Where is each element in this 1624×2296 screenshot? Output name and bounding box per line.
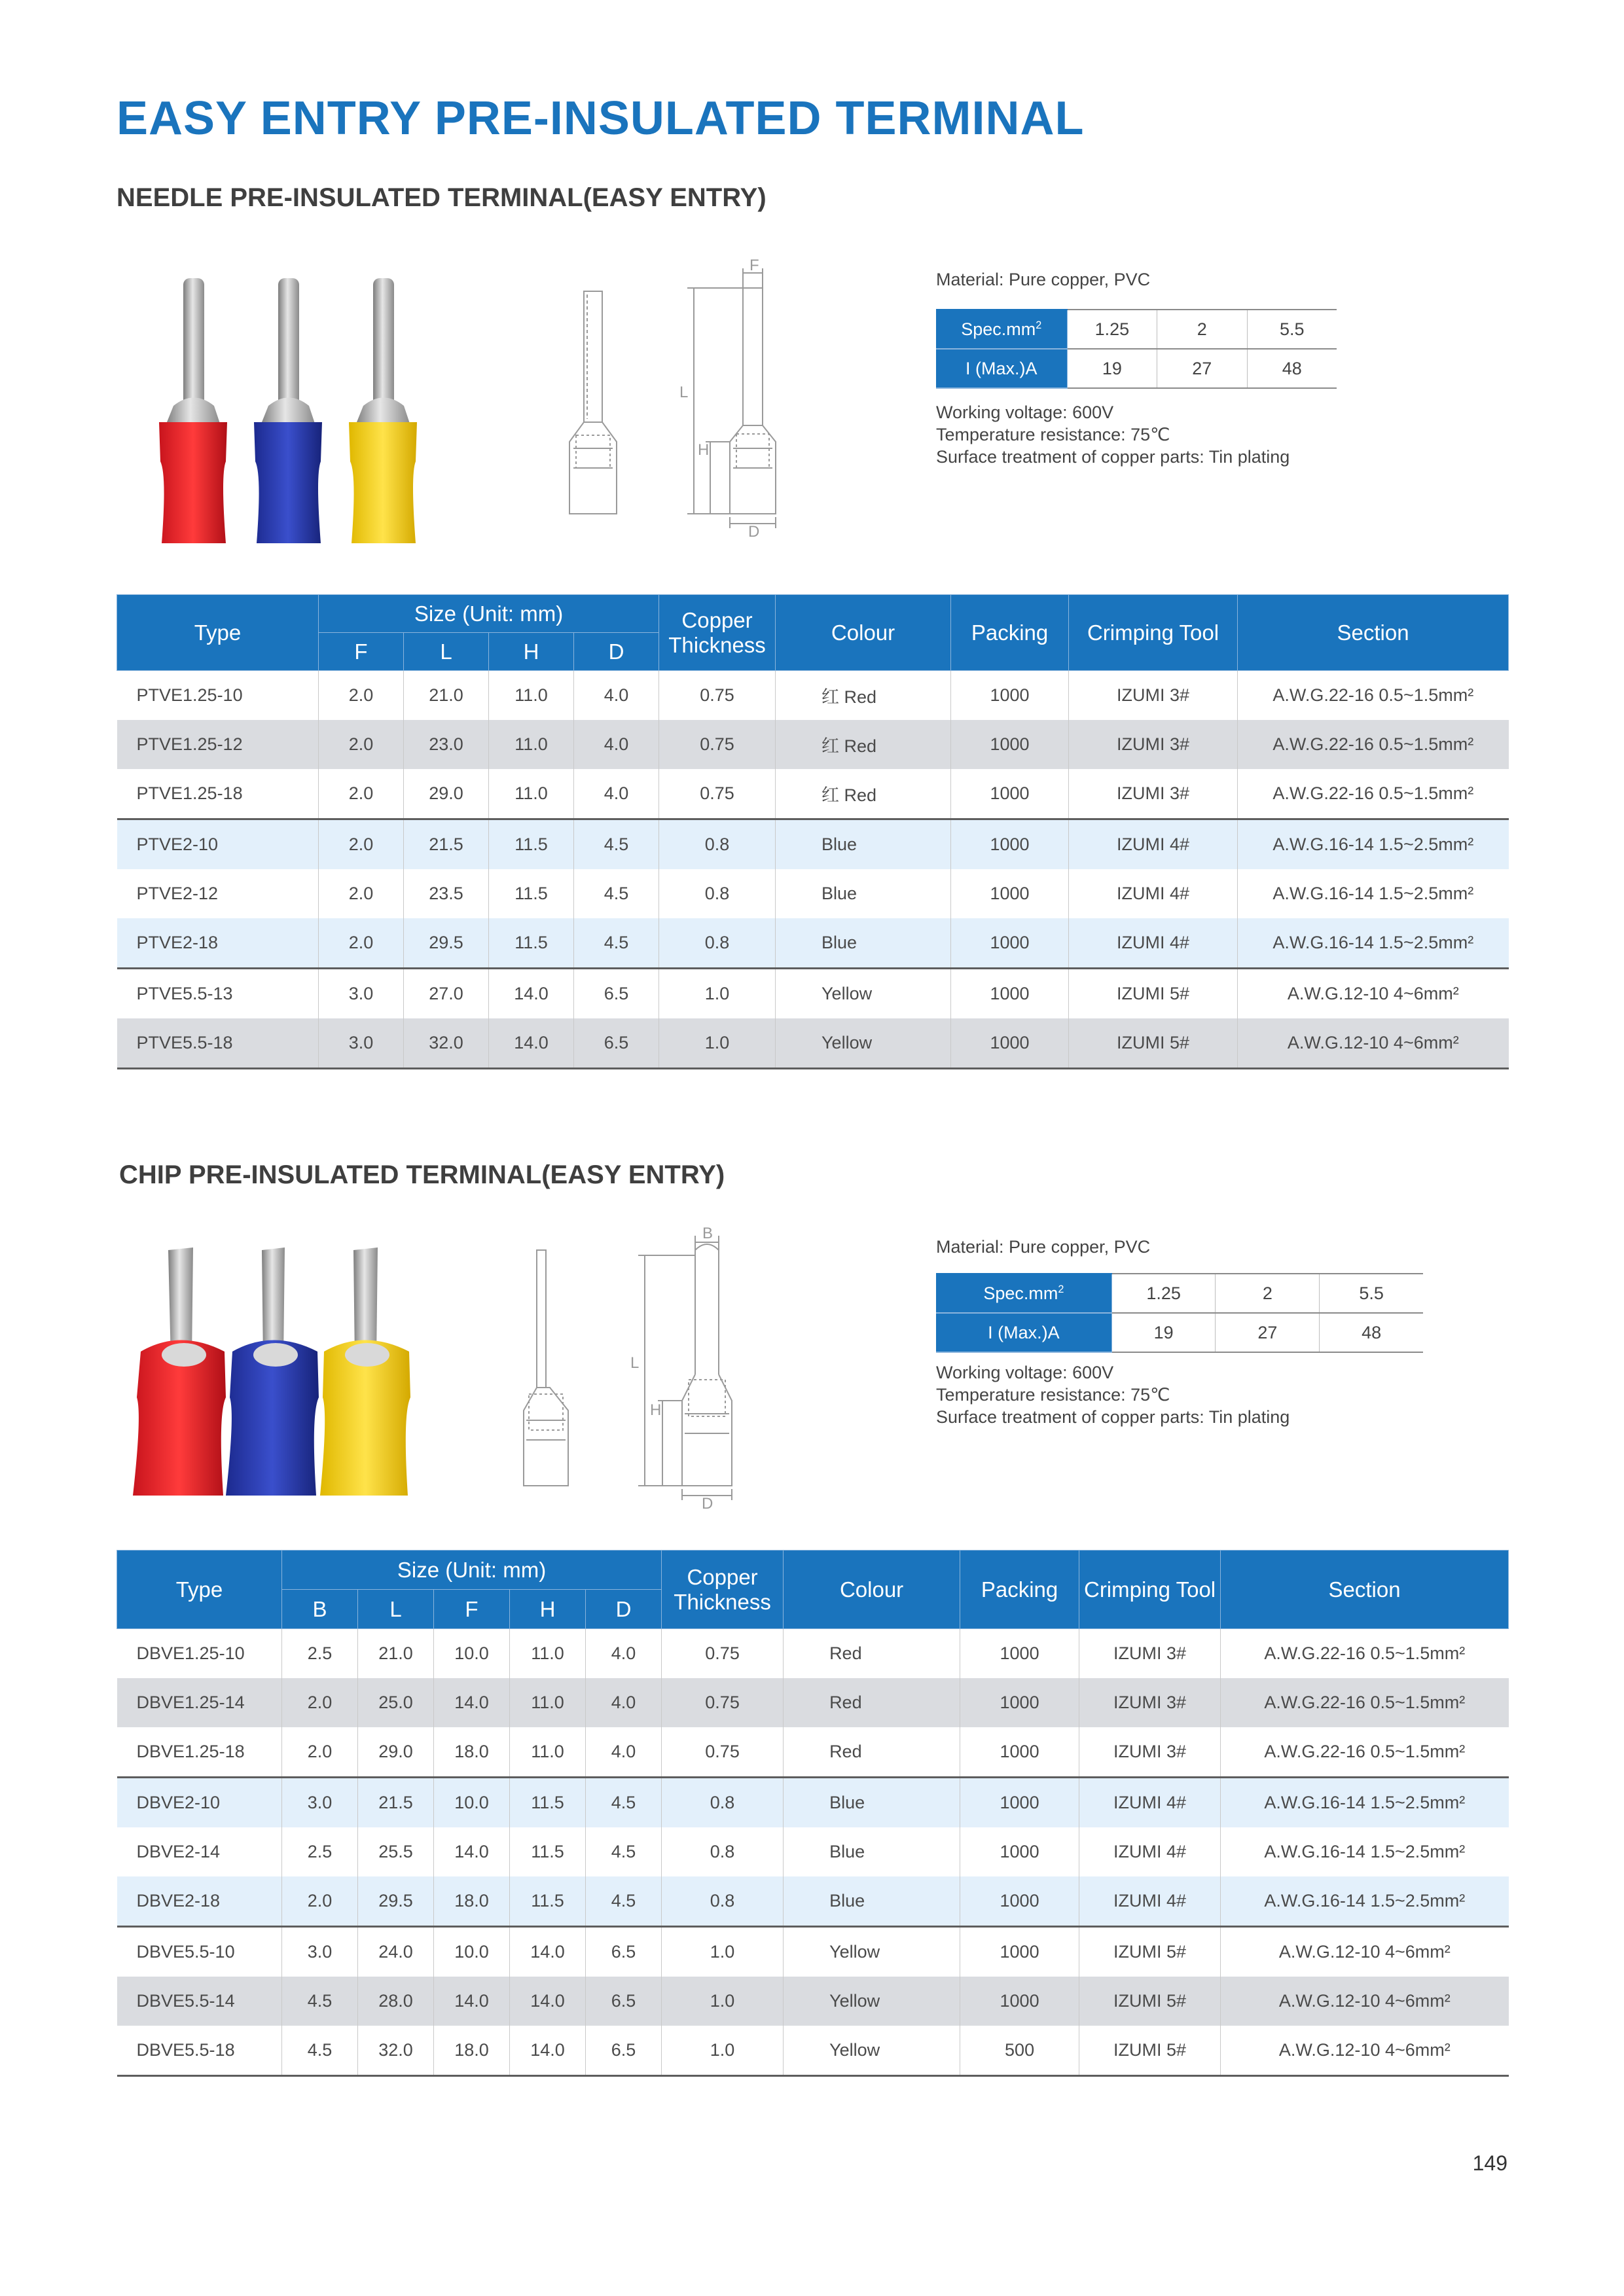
header-colour: Colour: [776, 595, 951, 671]
cell-tool: IZUMI 3#: [1079, 1678, 1221, 1727]
table-row: [117, 1018, 1509, 1069]
cell-dim: 10.0: [434, 1629, 510, 1679]
cell-colour: Yellow: [784, 2026, 960, 2076]
cell-dim: 11.0: [510, 1629, 586, 1679]
cell-tool: IZUMI 5#: [1069, 1018, 1238, 1069]
cell-dim: 11.5: [510, 1876, 586, 1927]
note-voltage: Working voltage: 600V: [936, 403, 1114, 422]
cell-tool: IZUMI 3#: [1069, 671, 1238, 721]
cell-section: A.W.G.12-10 4~6mm²: [1221, 1977, 1509, 2026]
table-row: [117, 1678, 1509, 1727]
section-title-chip: CHIP PRE-INSULATED TERMINAL(EASY ENTRY): [119, 1160, 725, 1189]
cell-tool: IZUMI 5#: [1079, 1927, 1221, 1977]
header-copper: Copper Thickness: [662, 1551, 784, 1629]
cell-dim: 27.0: [404, 969, 489, 1019]
cell-section: A.W.G.12-10 4~6mm²: [1238, 1018, 1509, 1069]
cell-dim: 14.0: [510, 1977, 586, 2026]
cell-dim: 4.0: [586, 1678, 662, 1727]
cell-dim: 2.0: [319, 769, 404, 819]
cell-dim: 11.0: [510, 1727, 586, 1778]
cell-dim: 25.0: [358, 1678, 434, 1727]
header-packing: Packing: [951, 595, 1069, 671]
cell-section: A.W.G.22-16 0.5~1.5mm²: [1221, 1727, 1509, 1778]
cell-type: DBVE2-10: [117, 1778, 282, 1828]
table-row: [117, 769, 1509, 819]
cell-dim: 11.0: [510, 1678, 586, 1727]
cell-dim: 3.0: [319, 969, 404, 1019]
current-value: 27: [1157, 349, 1247, 388]
cell-section: A.W.G.22-16 0.5~1.5mm²: [1264, 1643, 1466, 1663]
cell-tool: IZUMI 3#: [1079, 1727, 1221, 1778]
cell-colour: 红 Red: [776, 720, 951, 769]
cell-dim: 4.0: [574, 720, 659, 769]
cell-dim: 14.0: [510, 1927, 586, 1977]
cell-colour: Yellow: [776, 1018, 951, 1069]
current-value: 27: [1216, 1313, 1320, 1352]
cell-type: DBVE1.25-10: [117, 1629, 282, 1679]
cell-copper: 1.0: [662, 1927, 784, 1977]
cell-section: A.W.G.16-14 1.5~2.5mm²: [1238, 918, 1509, 969]
cell-type: PTVE1.25-12: [117, 720, 319, 769]
cell-dim: 29.5: [358, 1876, 434, 1927]
cell-section: A.W.G.16-14 1.5~2.5mm²: [1238, 819, 1509, 870]
cell-dim: 21.5: [404, 819, 489, 870]
cell-dim: 4.5: [282, 1977, 358, 2026]
cell-dim: 10.0: [434, 1778, 510, 1828]
current-value: 48: [1247, 349, 1337, 388]
header-dim-f: F: [319, 633, 404, 671]
cell-dim: 2.5: [282, 1629, 358, 1679]
spec-label-cell: $Spec.mm^2$: [936, 310, 1067, 349]
header-dim-f: F: [434, 1590, 510, 1629]
cell-colour: Blue: [776, 819, 951, 870]
dim-label-b: B: [702, 1225, 713, 1242]
cell-dim: 29.0: [358, 1727, 434, 1778]
cell-type: PTVE5.5-18: [117, 1018, 319, 1069]
cell-colour: Blue: [776, 869, 951, 918]
cell-colour: Blue: [776, 918, 951, 969]
cell-section: A.W.G.16-14 1.5~2.5mm²: [1264, 1842, 1466, 1861]
table-row: [117, 2026, 1509, 2076]
spec-notes: [936, 401, 1290, 468]
header-dim-d: D: [574, 633, 659, 671]
dim-label-d: D: [702, 1495, 713, 1512]
spec-table-chip: [936, 1273, 1423, 1353]
cell-dim: 11.5: [510, 1778, 586, 1828]
table-row: [117, 720, 1509, 769]
cell-dim: 6.5: [586, 1927, 662, 1977]
current-label-cell: I (Max.)A: [936, 349, 1067, 388]
table-row: [117, 969, 1509, 1019]
cell-type: PTVE2-12: [117, 869, 319, 918]
page-title: EASY ENTRY PRE-INSULATED TERMINAL: [117, 92, 1085, 145]
cell-dim: 11.5: [489, 869, 574, 918]
header-tool: Crimping Tool: [1079, 1551, 1221, 1629]
header-dim-b: B: [282, 1590, 358, 1629]
cell-dim: 3.0: [282, 1778, 358, 1828]
cell-type: DBVE5.5-18: [117, 2026, 282, 2076]
cell-tool: IZUMI 4#: [1079, 1827, 1221, 1876]
cell-section: A.W.G.22-16 0.5~1.5mm²: [1221, 1678, 1509, 1727]
cell-dim: 2.0: [282, 1727, 358, 1778]
cell-copper: 0.8: [659, 869, 776, 918]
dim-label-l: L: [630, 1354, 640, 1372]
needle-terminal-table: [117, 594, 1509, 1069]
cell-dim: 6.5: [574, 1018, 659, 1069]
cell-dim: 23.5: [404, 869, 489, 918]
spec-table-needle: [936, 309, 1337, 389]
cell-colour: Red: [784, 1629, 960, 1679]
current-label-cell: I (Max.)A: [936, 1313, 1111, 1352]
cell-copper: 1.0: [659, 969, 776, 1019]
header-type: Type: [117, 1551, 282, 1629]
cell-dim: 24.0: [358, 1927, 434, 1977]
cell-dim: 2.5: [282, 1827, 358, 1876]
cell-packing: 1000: [960, 1876, 1079, 1927]
dim-label-l: L: [679, 384, 689, 401]
cell-section: A.W.G.16-14 1.5~2.5mm²: [1272, 884, 1474, 903]
table-row: [117, 1727, 1509, 1778]
cell-dim: 2.0: [319, 819, 404, 870]
note-temperature: Temperature resistance: 75℃: [936, 1385, 1170, 1405]
cell-dim: 14.0: [489, 1018, 574, 1069]
cell-dim: 32.0: [358, 2026, 434, 2076]
table-row: [117, 1778, 1509, 1828]
cell-dim: 3.0: [282, 1927, 358, 1977]
header-dim-h: H: [489, 633, 574, 671]
current-value: 19: [1111, 1313, 1216, 1352]
cell-type: PTVE1.25-10: [117, 671, 319, 721]
cell-dim: 4.5: [282, 2026, 358, 2076]
dim-label-h: H: [698, 441, 710, 459]
cell-section: A.W.G.16-14 1.5~2.5mm²: [1221, 1778, 1509, 1828]
cell-section: A.W.G.12-10 4~6mm²: [1287, 984, 1459, 1003]
cell-dim: 2.0: [282, 1678, 358, 1727]
cell-dim: 25.5: [358, 1827, 434, 1876]
cell-packing: 1000: [951, 819, 1069, 870]
cell-copper: 0.8: [662, 1876, 784, 1927]
cell-dim: 11.0: [489, 720, 574, 769]
cell-dim: 11.0: [489, 671, 574, 721]
cell-tool: IZUMI 4#: [1079, 1778, 1221, 1828]
cell-copper: 0.75: [659, 720, 776, 769]
cell-dim: 29.0: [404, 769, 489, 819]
header-dim-d: D: [586, 1590, 662, 1629]
cell-type: PTVE1.25-18: [117, 769, 319, 819]
chip-terminal-drawing: [511, 1224, 746, 1512]
cell-dim: 3.0: [319, 1018, 404, 1069]
cell-section: A.W.G.16-14 1.5~2.5mm²: [1221, 1876, 1509, 1927]
table-row: [117, 869, 1509, 918]
table-row: [117, 1827, 1509, 1876]
cell-tool: IZUMI 4#: [1079, 1876, 1221, 1927]
cell-dim: 4.5: [574, 918, 659, 969]
cell-dim: 21.5: [358, 1778, 434, 1828]
material-text: Material: Pure copper, PVC: [936, 270, 1151, 289]
cell-dim: 4.5: [586, 1876, 662, 1927]
cell-dim: 14.0: [434, 1977, 510, 2026]
cell-dim: 2.0: [282, 1876, 358, 1927]
cell-copper: 0.8: [662, 1778, 784, 1828]
cell-dim: 4.5: [574, 819, 659, 870]
spec-value: 1.25: [1067, 310, 1157, 349]
note-voltage: Working voltage: 600V: [936, 1363, 1114, 1382]
cell-copper: 1.0: [659, 1018, 776, 1069]
cell-colour: 红 Red: [776, 671, 951, 721]
header-dim-l: L: [404, 633, 489, 671]
cell-tool: IZUMI 5#: [1079, 2026, 1221, 2076]
cell-packing: 1000: [951, 720, 1069, 769]
header-tool: Crimping Tool: [1069, 595, 1238, 671]
cell-dim: 4.0: [574, 671, 659, 721]
cell-dim: 11.5: [510, 1827, 586, 1876]
cell-tool: IZUMI 4#: [1069, 918, 1238, 969]
cell-dim: 4.0: [586, 1629, 662, 1679]
table-row: [117, 1876, 1509, 1927]
cell-packing: 1000: [960, 1629, 1079, 1679]
cell-packing: 1000: [951, 918, 1069, 969]
cell-dim: 2.0: [319, 671, 404, 721]
cell-section: A.W.G.22-16 0.5~1.5mm²: [1238, 769, 1509, 819]
note-temperature: Temperature resistance: 75℃: [936, 425, 1170, 444]
cell-dim: 18.0: [434, 1727, 510, 1778]
cell-packing: 1000: [951, 671, 1069, 721]
cell-tool: IZUMI 4#: [1069, 869, 1238, 918]
cell-dim: 4.0: [574, 769, 659, 819]
cell-dim: 11.0: [489, 769, 574, 819]
cell-packing: 1000: [951, 869, 1069, 918]
current-value: 48: [1320, 1313, 1423, 1352]
cell-packing: 1000: [960, 1977, 1079, 2026]
cell-packing: 1000: [960, 1827, 1079, 1876]
cell-dim: 4.5: [574, 869, 659, 918]
cell-tool: IZUMI 3#: [1069, 769, 1238, 819]
cell-dim: 4.5: [586, 1778, 662, 1828]
cell-type: DBVE5.5-10: [117, 1927, 282, 1977]
note-surface: Surface treatment of copper parts: Tin plating: [936, 447, 1290, 467]
header-section: Section: [1238, 595, 1509, 671]
spec-value: 5.5: [1320, 1274, 1423, 1313]
dim-label-d: D: [748, 523, 760, 540]
cell-copper: 1.0: [662, 2026, 784, 2076]
cell-type: PTVE5.5-13: [117, 969, 319, 1019]
cell-colour: Yellow: [776, 969, 951, 1019]
cell-copper: 1.0: [662, 1977, 784, 2026]
cell-dim: 14.0: [434, 1827, 510, 1876]
cell-tool: IZUMI 3#: [1079, 1629, 1221, 1679]
cell-copper: 0.8: [659, 819, 776, 870]
cell-section: A.W.G.22-16 0.5~1.5mm²: [1238, 720, 1509, 769]
header-packing: Packing: [960, 1551, 1079, 1629]
cell-copper: 0.8: [662, 1827, 784, 1876]
cell-dim: 18.0: [434, 1876, 510, 1927]
needle-terminal-photo: [147, 265, 435, 556]
cell-type: PTVE2-18: [117, 918, 319, 969]
cell-type: DBVE1.25-18: [117, 1727, 282, 1778]
spec-notes: [936, 1361, 1290, 1428]
cell-type: DBVE2-18: [117, 1876, 282, 1927]
cell-colour: Yellow: [784, 1927, 960, 1977]
cell-dim: 2.0: [319, 869, 404, 918]
cell-copper: 0.75: [662, 1629, 784, 1679]
header-section: Section: [1221, 1551, 1509, 1629]
note-surface: Surface treatment of copper parts: Tin plating: [936, 1407, 1290, 1427]
material-text: Material: Pure copper, PVC: [936, 1237, 1151, 1257]
spec-value: 1.25: [1111, 1274, 1216, 1313]
cell-dim: 6.5: [574, 969, 659, 1019]
table-row: [117, 1927, 1509, 1977]
cell-packing: 1000: [951, 769, 1069, 819]
header-copper: Copper Thickness: [659, 595, 776, 671]
cell-copper: 0.75: [662, 1727, 784, 1778]
cell-type: DBVE1.25-14: [117, 1678, 282, 1727]
cell-tool: IZUMI 5#: [1069, 969, 1238, 1019]
cell-colour: Blue: [784, 1876, 960, 1927]
chip-terminal-photo: [128, 1244, 429, 1502]
cell-dim: 4.5: [586, 1827, 662, 1876]
cell-packing: 500: [960, 2026, 1079, 2076]
cell-dim: 18.0: [434, 2026, 510, 2076]
cell-packing: 1000: [960, 1678, 1079, 1727]
cell-copper: 0.75: [659, 671, 776, 721]
chip-terminal-table: [117, 1550, 1509, 2077]
cell-copper: 0.8: [659, 918, 776, 969]
cell-dim: 2.0: [319, 918, 404, 969]
cell-section: A.W.G.12-10 4~6mm²: [1278, 1942, 1451, 1962]
cell-type: PTVE2-10: [117, 819, 319, 870]
cell-dim: 32.0: [404, 1018, 489, 1069]
cell-packing: 1000: [951, 1018, 1069, 1069]
cell-tool: IZUMI 5#: [1079, 1977, 1221, 2026]
needle-terminal-drawing: [556, 259, 818, 540]
header-size: Size (Unit: mm): [282, 1551, 662, 1590]
cell-dim: 6.5: [586, 2026, 662, 2076]
cell-packing: 1000: [951, 969, 1069, 1019]
cell-section: A.W.G.12-10 4~6mm²: [1221, 2026, 1509, 2076]
cell-type: DBVE2-14: [117, 1827, 282, 1876]
cell-dim: 2.0: [319, 720, 404, 769]
header-colour: Colour: [784, 1551, 960, 1629]
cell-dim: 10.0: [434, 1927, 510, 1977]
header-dim-l: L: [358, 1590, 434, 1629]
cell-dim: 14.0: [489, 969, 574, 1019]
cell-tool: IZUMI 4#: [1069, 819, 1238, 870]
table-row: [117, 1977, 1509, 2026]
cell-dim: 6.5: [586, 1977, 662, 2026]
cell-packing: 1000: [960, 1927, 1079, 1977]
table-row: [117, 918, 1509, 969]
cell-dim: 29.5: [404, 918, 489, 969]
header-size: Size (Unit: mm): [319, 595, 659, 633]
section-title-needle: NEEDLE PRE-INSULATED TERMINAL(EASY ENTRY): [117, 183, 767, 212]
cell-dim: 21.0: [358, 1629, 434, 1679]
cell-copper: 0.75: [659, 769, 776, 819]
current-value: 19: [1067, 349, 1157, 388]
cell-dim: 28.0: [358, 1977, 434, 2026]
header-dim-h: H: [510, 1590, 586, 1629]
cell-packing: 1000: [960, 1727, 1079, 1778]
cell-colour: 红 Red: [776, 769, 951, 819]
cell-colour: Blue: [784, 1827, 960, 1876]
table-row: [117, 671, 1509, 721]
cell-colour: Blue: [784, 1778, 960, 1828]
cell-colour: Red: [784, 1727, 960, 1778]
table-row: [117, 1629, 1509, 1679]
spec-label-cell: $Spec.mm^2$: [936, 1274, 1111, 1313]
header-type: Type: [117, 595, 319, 671]
page-number: 149: [1472, 2151, 1507, 2175]
dim-label-f: F: [749, 259, 759, 274]
cell-dim: 14.0: [510, 2026, 586, 2076]
spec-value: 2: [1216, 1274, 1320, 1313]
spec-value: 5.5: [1247, 310, 1337, 349]
cell-dim: 11.5: [489, 819, 574, 870]
cell-copper: 0.75: [662, 1678, 784, 1727]
cell-tool: IZUMI 3#: [1069, 720, 1238, 769]
spec-value: 2: [1157, 310, 1247, 349]
dim-label-h: H: [650, 1401, 662, 1419]
cell-colour: Red: [784, 1678, 960, 1727]
cell-packing: 1000: [960, 1778, 1079, 1828]
table-row: [117, 819, 1509, 870]
cell-section: A.W.G.22-16 0.5~1.5mm²: [1272, 685, 1474, 705]
cell-dim: 4.0: [586, 1727, 662, 1778]
cell-dim: 21.0: [404, 671, 489, 721]
cell-dim: 14.0: [434, 1678, 510, 1727]
cell-dim: 11.5: [489, 918, 574, 969]
cell-colour: Yellow: [784, 1977, 960, 2026]
cell-dim: 23.0: [404, 720, 489, 769]
cell-type: DBVE5.5-14: [117, 1977, 282, 2026]
